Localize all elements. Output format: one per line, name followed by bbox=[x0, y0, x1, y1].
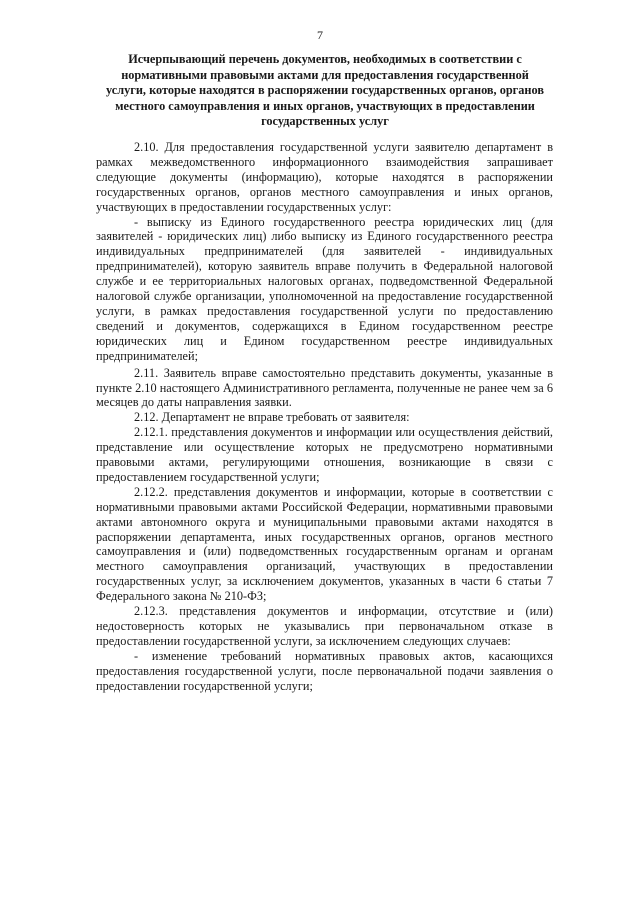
paragraph-2-12-2: 2.12.2. представления документов и информации, которые в соответствии с нормативными правовыми актами Российской Федерации, нормативными правовыми актами автономного округа и муниципальными правовыми актами находятся в распоряжении департамента, иных государственных органов, органов местного самоуправления и (или) подведомственных государственным органам и органам местного самоуправления организаций, участвующих в предоставлении государственных услуг, за исключением документов, указанных в части 6 статьи 7 Федерального закона № 210-ФЗ; bbox=[96, 484, 553, 604]
paragraph-exception-item: - изменение требований нормативных правовых актов, касающихся предоставления государственной услуги, после первоначальной подачи заявления о предоставлении государственной услуги; bbox=[96, 648, 553, 693]
paragraph-2-12: 2.12. Департамент не вправе требовать от заявителя: bbox=[134, 410, 410, 425]
paragraph-2-11: 2.11. Заявитель вправе самостоятельно представить документы, указанные в пункте 2.10 настоящего Административного регламента, полученные не ранее чем за 6 месяцев до даты направления заявки. bbox=[96, 365, 553, 410]
document-body bbox=[96, 140, 553, 694]
paragraph-2-12-3: 2.12.3. представления документов и информации, отсутствие и (или) недостоверность которых не указывались при первоначальном отказе в предоставлении государственной услуги, за исключением следующих случаев: bbox=[96, 604, 553, 648]
paragraph-2-12-1: 2.12.1. представления документов и информации или осуществления действий, представление или осуществление которых не предусмотрено нормативными правовыми актами, регулирующими отношения, возникающие в связи с предоставлением государственной услуги; bbox=[96, 425, 553, 484]
paragraph-2-10: 2.10. Для предоставления государственной услуги заявителю департамент в рамках межведомственного информационного взаимодействия запрашивает следующие документы (информацию), которые находятся в распоряжении государственных органов, органов местного самоуправления и иных органов, участвующих в предоставлении государственных услуг: bbox=[96, 140, 553, 214]
paragraph-extract-item: - выписку из Единого государственного реестра юридических лиц (для заявителей - юридических лиц) либо выписку из Единого государственного реестра индивидуальных предпринимателей (для заявителей - индивидуальных предпринимателей), которую заявитель вправе получить в Федеральной налоговой службе и ее территориальных налоговых органах, подведомственной Федеральной налоговой службе организации, уполномоченной на предоставление государственной услуги, в рамках предоставления государственной услуги по предоставлению сведений и документов, содержащихся в Едином государственном реестре юридических лиц и Едином государственном реестре индивидуальных предпринимателей; bbox=[96, 214, 553, 363]
section-heading: Исчерпывающий перечень документов, необходимых в соответствии с нормативными правовыми актами для предоставления государственной услуги, которые находятся в распоряжении государственных органов, органов местного самоуправления и иных органов, участвующих в предоставлении государственных услуг bbox=[105, 52, 544, 129]
page-number: 7 bbox=[317, 28, 323, 42]
